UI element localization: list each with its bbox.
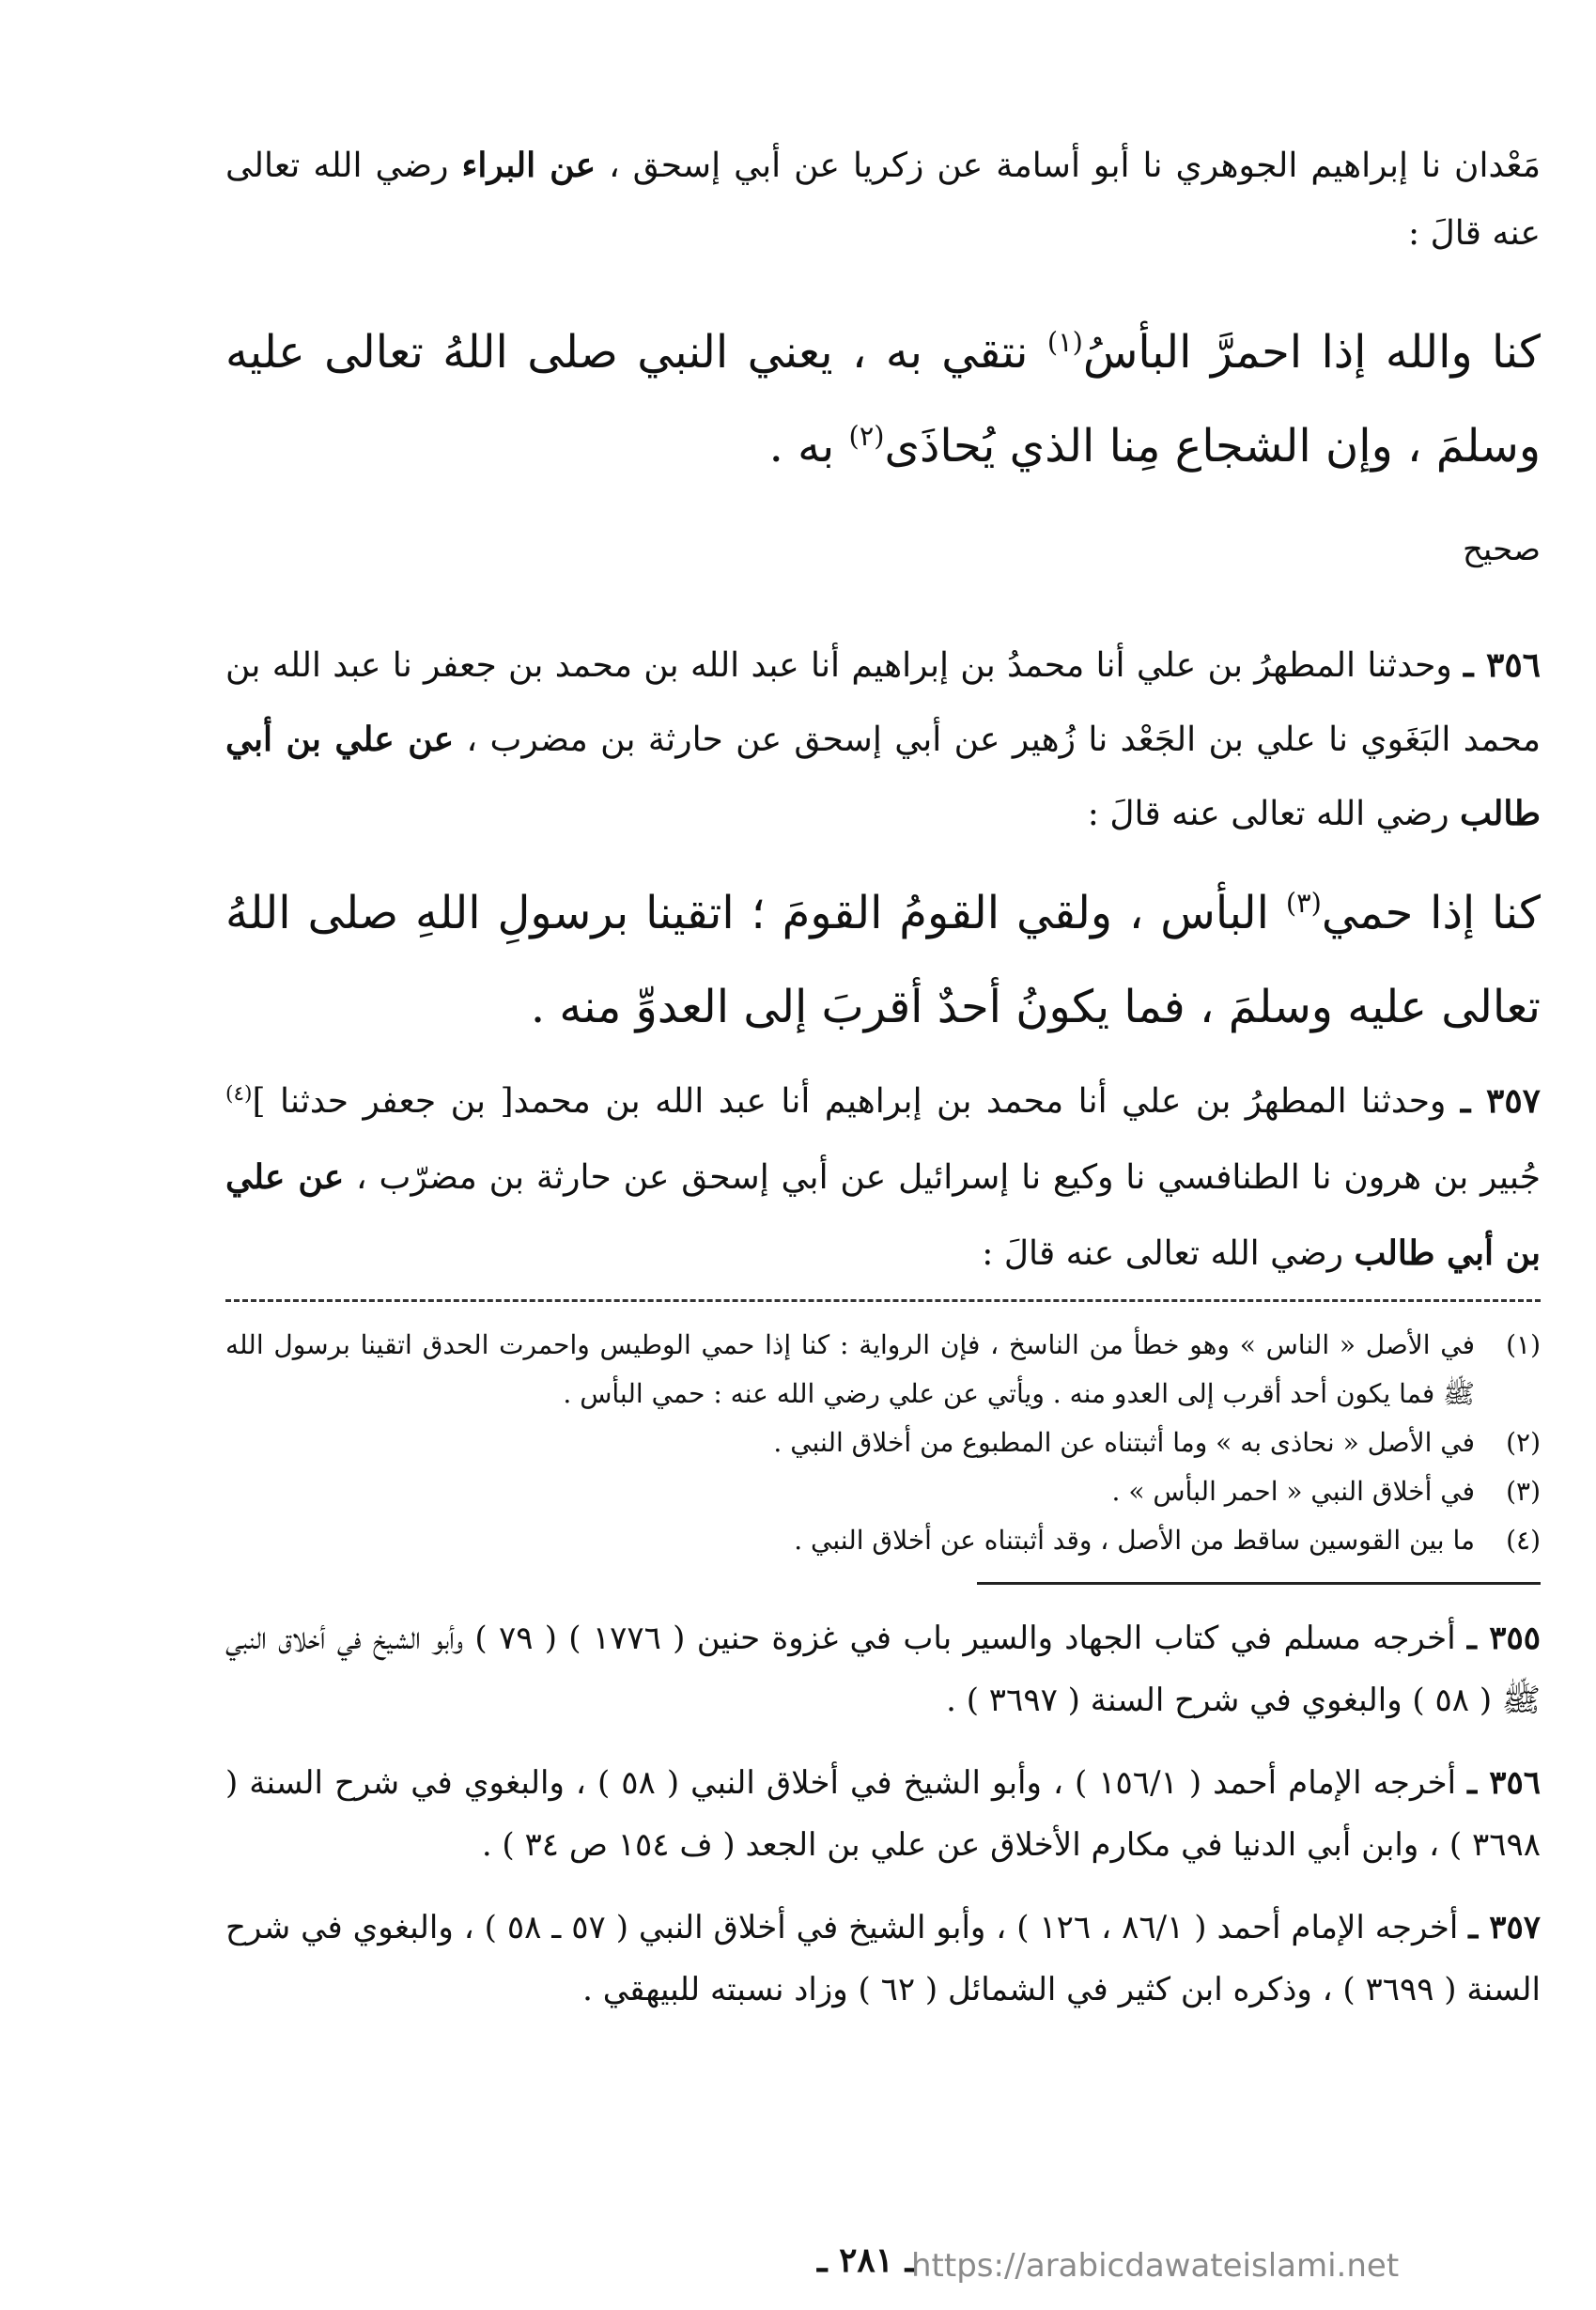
intro-text: مَعْدان نا إبراهيم الجوهري نا أبو أسامة عن زكريا عن أبي إسحق ، [609, 147, 1541, 185]
hadith-355-text [225, 305, 1541, 493]
takhrij-number: ٣٥٦ ـ [1467, 1764, 1541, 1802]
intro-narrator: عن البراء [461, 146, 597, 185]
hadith-357-isnad-b: جُبير بن هرون نا الطنافسي نا وكيع نا إسرائيل عن أبي إسحق عن حارثة بن مضرّب ، [356, 1158, 1541, 1197]
footnote-ref-1[interactable]: (١) [1046, 326, 1083, 358]
footnote-item [225, 1516, 1541, 1565]
footnote-text: في الأصل « نحاذى به » وما أثبتناه عن المطبوع من أخلاق النبي . [773, 1427, 1475, 1458]
footnote-number: (٤) [1506, 1525, 1541, 1556]
takhrij-text: أخرجه مسلم في كتاب الجهاد والسير باب في غزوة حنين ( ١٧٧٦ ) ( ٧٩ ) وأبو الشيخ في أخلاق النبي ﷺ ( ٥٨ ) والبغوي في شرح السنة ( ٣٦٩٧ ) . [225, 1620, 1541, 1719]
footnote-ref-2[interactable]: (٢) [848, 420, 885, 452]
takhrij-number: ٣٥٥ ـ [1466, 1620, 1541, 1657]
intro-end: رضي الله تعالى عنه قالَ : [225, 147, 1541, 253]
takhrij-number: ٣٥٧ ـ [1468, 1909, 1541, 1946]
takhrij-item [225, 1752, 1541, 1876]
grade-label: صحيح [1462, 531, 1541, 568]
footnote-ref-3[interactable]: (٣) [1285, 887, 1322, 919]
takhrij-list [225, 1607, 1541, 2021]
takhrij-text: أخرجه الإمام أحمد ( ١٥٦/١ ) ، وأبو الشيخ في أخلاق النبي ( ٥٨ ) ، والبغوي في شرح السنة ( ٣٦٩٨ ) ، وابن أبي الدنيا في مكارم الأخلاق عن علي بن الجعد ( ف ١٥٤ ص ٣٤ ) . [225, 1764, 1541, 1864]
hadith-356-narrator: عن علي بن أبي طالب [225, 720, 1541, 833]
hadith-356-text-b: البأس ، ولقي القومُ القومَ ؛ اتقينا برسولِ اللهِ صلى اللهُ تعالى عليه وسلمَ ، فما يكونُ أحدٌ أقربَ إلى العدوِّ منه . [225, 887, 1541, 1033]
watermark-url: https://arabicdawateislami.net [911, 2247, 1400, 2285]
hadith-356-text [225, 866, 1541, 1054]
footnote-item [225, 1467, 1541, 1516]
footnote-text: في أخلاق النبي « احمر البأس » . [1111, 1476, 1475, 1507]
hadith-357-number: ٣٥٧ ـ [1460, 1081, 1542, 1121]
footnote-item [225, 1419, 1541, 1467]
intro-paragraph [225, 132, 1541, 268]
hadith-355-part-c: به . [768, 420, 835, 473]
footnotes-list [225, 1321, 1541, 1565]
footnote-text: في الأصل « الناس » وهو خطأ من الناسخ ، فإن الرواية : كنا إذا حمي الوطيس واحمرت الحدق اتقينا برسول الله ﷺ فما يكون أحد أقرب إلى العدو منه . ويأتي عن علي رضي الله عنه : حمي البأس . [225, 1329, 1475, 1409]
takhrij-item [225, 1897, 1541, 2021]
hadith-355-part-b: نتقي به ، يعني النبي صلى اللهُ تعالى عليه وسلمَ ، وإن الشجاع مِنا الذي يُحاذَى [225, 326, 1541, 473]
page-body [225, 132, 1541, 2292]
hadith-355-part-a: كنا والله إذا احمرَّ البأسُ [1082, 326, 1541, 379]
footnote-number: (٣) [1506, 1476, 1541, 1507]
footnote-text: ما بين القوسين ساقط من الأصل ، وقد أثبتناه عن أخلاق النبي . [794, 1525, 1475, 1556]
footnote-number: (١) [1506, 1329, 1541, 1360]
hadith-357-narrator: عن علي بن أبي طالب [225, 1157, 1541, 1273]
hadith-356-text-a: كنا إذا حمي [1321, 887, 1542, 939]
hadith-356-isnad: وحدثنا المطهرُ بن علي أنا محمدُ بن إبراهيم أنا عبد الله بن محمد بن جعفر نا عبد الله بن محمد البَغَوي نا علي بن الجَعْد نا زُهير عن أبي إسحق عن حارثة بن مضرب ، [225, 646, 1541, 759]
hadith-356-chain [225, 628, 1541, 851]
hadith-356-end: رضي الله تعالى عنه قالَ : [1087, 795, 1449, 833]
hadith-357-end: رضي الله تعالى عنه قالَ : [982, 1234, 1344, 1273]
footnote-number: (٢) [1506, 1427, 1541, 1458]
footnotes-divider [225, 1299, 1541, 1302]
takhrij-text: أخرجه الإمام أحمد ( ٨٦/١ ، ١٢٦ ) ، وأبو الشيخ في أخلاق النبي ( ٥٧ ـ ٥٨ ) ، والبغوي في شرح السنة ( ٣٦٩٩ ) ، وذكره ابن كثير في الشمائل ( ٦٢ ) وزاد نسبته للبيهقي . [225, 1909, 1541, 2008]
footnote-ref-4[interactable]: (٤) [225, 1082, 253, 1106]
hadith-357-isnad-a: وحدثنا المطهرُ بن علي أنا محمد بن إبراهيم أنا عبد الله بن محمد[ بن جعفر حدثنا ] [252, 1082, 1447, 1121]
hadith-356-number: ٣٥٦ ـ [1464, 645, 1541, 685]
hadith-357-chain [225, 1063, 1541, 1292]
footnote-item [225, 1321, 1541, 1419]
page-number: ـ ٢٨١ ـ [817, 2240, 916, 2280]
takhrij-divider [977, 1582, 1541, 1585]
takhrij-item [225, 1607, 1541, 1731]
